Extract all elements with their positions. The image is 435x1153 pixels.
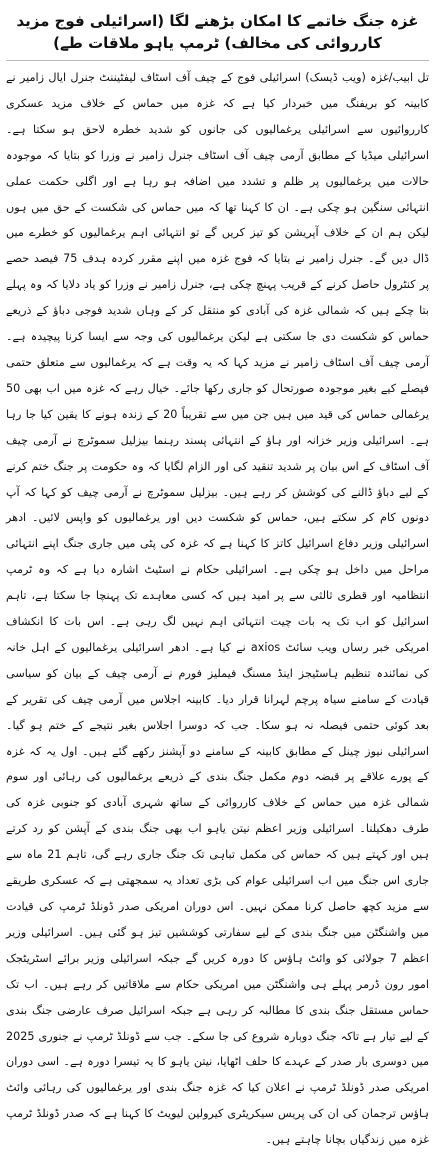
article-body: تل ابیب/غزہ (ویب ڈیسک) اسرائیلی فوج کے چیف آف اسٹاف لیفٹیننٹ جنرل ایال زامیر نے کابینہ کو بریفنگ میں خبردار کیا ہے کہ غزہ میں حماس کے خلاف مزید عسکری کارروائیوں سے اسرائیلی یرغمالیوں کی جانوں کو شدید خطرہ لاحق ہو سکتا ہے۔ اسرائیلی میڈیا کے مطابق آرمی چیف آف اسٹاف جنرل زامیر نے وزرا کو بتایا کہ موجودہ حالات میں یرغمالیوں پر ظلم و تشدد میں اضافہ ہو رہا ہے اور اگلی حکمت عملی انتہائی سنگین ہو چکی ہے۔ ان کا کہنا تھا کہ میں حماس کی شکست کے حق میں ہوں لیکن ہم ان کے خلاف آپریشن کو تیز کریں گے تو انتہائی اہم یرغمالیوں کو خطرے میں ڈال دیں گے۔ جنرل زامیر نے بتایا کہ فوج غزہ میں اپنے مقرر کردہ ہدف 75 فیصد حصے پر کنٹرول حاصل کرنے کے قریب پہنچ چکی ہے، جنرل زامیر نے وزرا کو یاد دلایا کہ وہ پہلے بتا چکے ہیں کہ شمالی غزہ کی آبادی کو منتقل کر کے وہاں شدید فوجی دباؤ کے ذریعے حماس کو شکست دی جا سکتی ہے لیکن یرغمالیوں کی وجہ سے ایسا کرنا پیچیدہ ہے۔ آرمی چیف آف اسٹاف زامیر نے مزید کہا کہ یہ وقت ہے کہ یرغمالیوں سے متعلق حتمی فیصلے کیے بغیر موجودہ صورتحال کو جاری رکھا جائے۔ خیال رہے کہ غزہ میں اب بھی 50 یرغمالی حماس کی قید میں ہیں جن میں سے تقریباً 20 کے زندہ ہونے کا یقین کیا جا رہا ہے۔ اسرائیلی وزیر خزانہ اور ہاؤ کے انتہائی پسند رہنما بیزلیل سموٹرچ نے آرمی چیف آف اسٹاف کے اس بیان پر شدید تنقید کی اور الزام لگایا کہ وہ حکومت پر جنگ ختم کرنے کے لیے دباؤ ڈالنے کی کوشش کر رہے ہیں۔ بیزلیل سموٹرچ نے آرمی چیف کو کہا کہ آپ دونوں کام کر سکتے ہیں، حماس کو شکست دیں اور یرغمالیوں کو واپس لائیں۔ ادھر اسرائیلی وزیر دفاع اسرائیل کاتز کا کہنا ہے کہ غزہ کی پٹی میں جاری جنگ اپنے انتہائی مراحل میں داخل ہو چکی ہے۔ اسرائیلی حکام نے اسٹیٹ اشارہ دیا ہے کہ وہ ٹرمپ انتظامیہ اور قطری ثالثی سے پر امید ہیں کہ کسی معاہدے تک پہنچا جا سکتا ہے، تاہم اسرائیل کو اب تک یہ بات چیت انتہائی اہم نہیں لگ رہی ہے۔ اس بات کا انکشاف امریکی خبر رساں ویب سائٹ axios نے کیا ہے۔ ادھر اسرائیلی یرغمالیوں کے اہل خانہ کی نمائندہ تنظیم ہاسٹیجز اینڈ مسنگ فیملیز فورم نے آرمی چیف کے بیان کو سیاسی قیادت کے سامنے سیاہ پرچم لہرانا قرار دیا۔ کابینہ اجلاس میں آرمی چیف کی تقریر کے بعد کوئی حتمی فیصلہ نہ ہو سکا۔ جب کہ دوسرا اجلاس بغیر نتیجے کے ختم ہو گیا۔ اسرائیلی نیوز چینل کے مطابق کابینہ کے سامنے دو آپشنز رکھے گئے ہیں۔ اول یہ کہ غزہ کے پورے علاقے پر قبضہ دوم مکمل جنگ بندی کے ذریعے یرغمالیوں کی رہائی اور سوم شمالی غزہ میں حماس کے خلاف کارروائی کے ساتھ شہری آبادی کو جنوبی غزہ کی طرف دھکیلنا۔ اسرائیلی وزیر اعظم نیتن یاہو اب بھی جنگ بندی کے آپشن کو رد کرتے ہیں اور کہتے ہیں کہ حماس کی مکمل تباہی تک جنگ جاری رہے گی، تاہم 21 ماہ سے جاری اس جنگ میں اب اسرائیلی عوام کی بڑی تعداد یہ سمجھتی ہے کہ عسکری طریقے سے مزید کچھ حاصل کرنا ممکن نہیں۔ اس دوران امریکی صدر ڈونلڈ ٹرمپ کی قیادت میں واشنگٹن میں جنگ بندی کے لیے سفارتی کوششیں تیز ہو گئی ہیں۔ اسرائیلی وزیر اعظم 7 جولائی کو وائٹ ہاؤس کا دورہ کریں گے جبکہ اسرائیلی وزیر برائے اسٹریٹجک امور رون ڈرمر پہلے ہی واشنگٹن میں امریکی حکام سے ملاقاتیں کر رہے ہیں۔ اب تک حماس مستقل جنگ بندی کا مطالبہ کر رہی ہے جبکہ اسرائیل صرف عارضی جنگ بندی کے لیے تیار ہے تاکہ جنگ دوبارہ شروع کی جا سکے۔ جب سے ڈونلڈ ٹرمپ نے جنوری 2025 میں دوسری بار صدر کے عہدے کا حلف اٹھایا، نیتن یاہو کا یہ تیسرا دورہ ہے۔ اسی دوران امریکی صدر ڈونلڈ ٹرمپ نے اعلان کیا کہ غزہ جنگ بندی اور یرغمالیوں کی رہائی وائٹ ہاؤس ترجمان کی ان کی پریس سیکریٹری کیرولین لیویٹ کا کہنا ہے کہ صدر ڈونلڈ ٹرمپ غزہ میں زندگیاں بچانا چاہتے ہیں۔ <box>6 71 430 1147</box>
article-headline: غزہ جنگ خاتمے کا امکان بڑھنے لگا (اسرائیلی فوج مزید کارروائی کی مخالف) ٹرمپ یاہو ملاقات طے) <box>6 6 429 61</box>
